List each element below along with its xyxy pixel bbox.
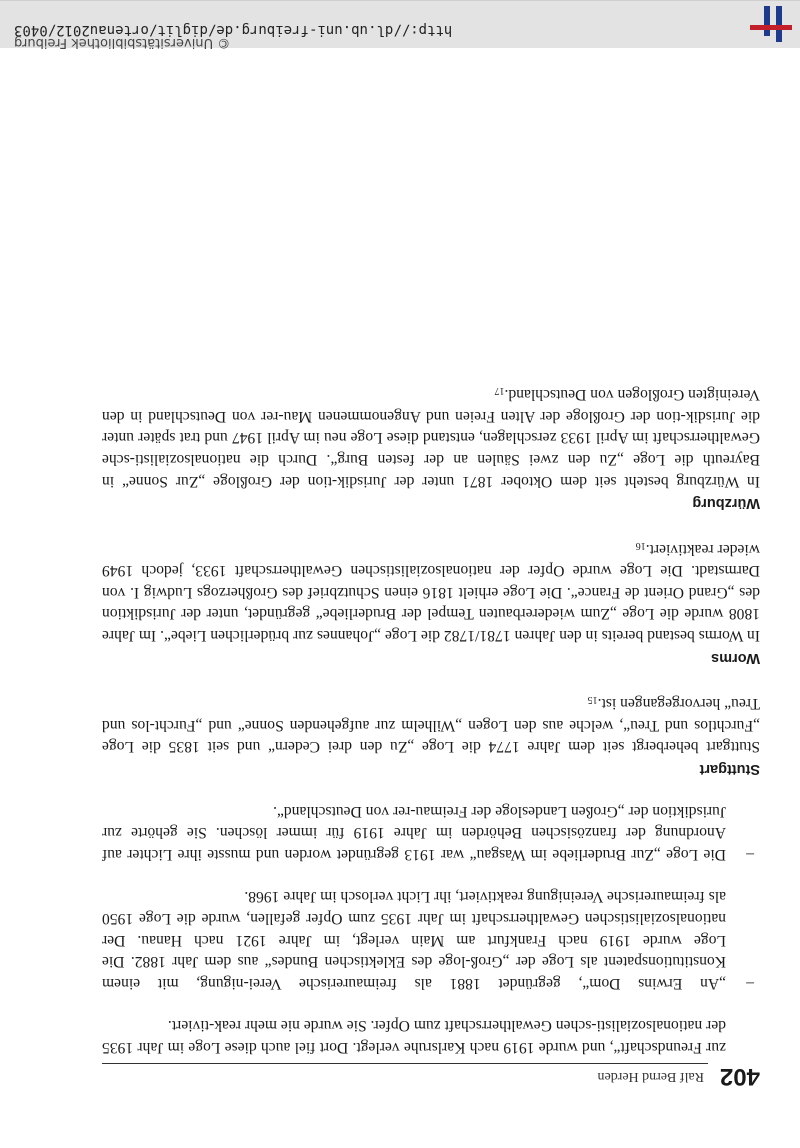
page-number: 402 [719, 1063, 760, 1090]
paragraph-text: Stuttgart beherbergt seit dem Jahre 1774 die Loge „Zu den drei Cedern“ und seit 1835 die Loge „Furchtlos und Treu“, welche aus den Logen „Wilhelm zur aufgehenden Sonne“ und „Furcht-los und Treu“ hervorgegangen ist. [102, 695, 760, 756]
footnote-marker: 17 [494, 385, 505, 397]
dash-bullet: – [746, 845, 754, 863]
list-item [102, 886, 760, 994]
continued-paragraph: zur Freundschaft“, und wurde 1919 nach Karlsruhe verlegt. Dort fiel auch diese Loge im Jahr 1935 der nationalsozialisti-schen Gewaltherrschaft zum Opfer. Sie wurde nie mehr reak-tiviert. [102, 1017, 726, 1056]
section-heading-wuerzburg: Würzburg [692, 495, 760, 512]
section-heading-worms: Worms [711, 649, 760, 666]
paragraph-wuerzburg [102, 380, 760, 492]
copyright-text: © Universitätsbibliothek Freiburg [14, 35, 231, 50]
paragraph-worms [102, 534, 760, 646]
footnote-marker: 16 [635, 539, 646, 551]
footnote-marker: 15 [587, 694, 598, 706]
section-heading-stuttgart: Stuttgart [699, 761, 760, 778]
url-bar [0, 0, 800, 48]
university-logo [750, 6, 792, 42]
source-url[interactable]: http://dl.ub.uni-freiburg.de/diglit/ortenau2012/0403 [14, 22, 453, 38]
dash-bullet: – [746, 974, 754, 992]
list-item-text: Die Loge „Zur Bruderliebe im Wasgau“ war 1913 gegründet worden und musste ihre Lichter auf Anordnung der französischen Behörden im Jahre 1919 für immer löschen. Sie gehörte zur Jurisdiktion der „Großen Landesloge der Freimau-rer von Deutschland“. [102, 802, 726, 863]
list-item-text: „An Erwins Dom“, gegründet 1881 als freimaurerische Verei-nigung, mit einem Konstitutionspatent als Loge der „Groß-loge des Eklektischen Bundes“ aus dem Jahr 1882. Die Loge wurde 1919 nach Frankfurt am Main verlegt, im Jahre 1921 nach Hanau. Der nationalsozialistischen Gewaltherrschaft im Jahr 1935 zum Opfer gefallen, wurde die Loge 1950 als freimaurerische Vereinigung reaktiviert, ihr Licht verlosch im Jahre 1968. [102, 888, 726, 992]
paragraph-stuttgart [102, 689, 760, 758]
header-rule [102, 1063, 708, 1064]
body-text [102, 380, 760, 1058]
paragraph-text: In Worms bestand bereits in den Jahren 1781/1782 die Loge „Johannes zur brüderlichen Liebe“. Im Jahre 1808 wurde die Loge „Zum wiedererbauten Tempel der Bruderliebe“ gegründet, unter der Jurisdiktion des „Grand Orient de France“. Die Loge erhielt 1816 einen Schutzbrief des Großherzogs Ludwig I. von Darmstadt. Die Loge wurde Opfer der nationalsozialistischen Gewaltherrschaft 1933, jedoch 1949 wieder reaktiviert. [102, 540, 760, 645]
running-head: Ralf Bernd Herden [597, 1069, 704, 1084]
paragraph-text: In Würzburg besteht seit dem Oktober 1871 unter der Jurisdik-tion der Großloge „Zur Sonne“ in Bayreuth die Loge „Zu den zwei Säulen an der festen Burg“. Durch die nationalsozialisti-sche Gewaltherrschaft im April 1933 zerschlagen, entstand diese Loge neu im April 1947 und trat später unter die Jurisdik-tion der Großloge der Alten Freien und Angenommenen Mau-rer von Deutschland in den Vereinigten Großlogen von Deutschland. [102, 386, 760, 490]
list-item [102, 800, 760, 865]
